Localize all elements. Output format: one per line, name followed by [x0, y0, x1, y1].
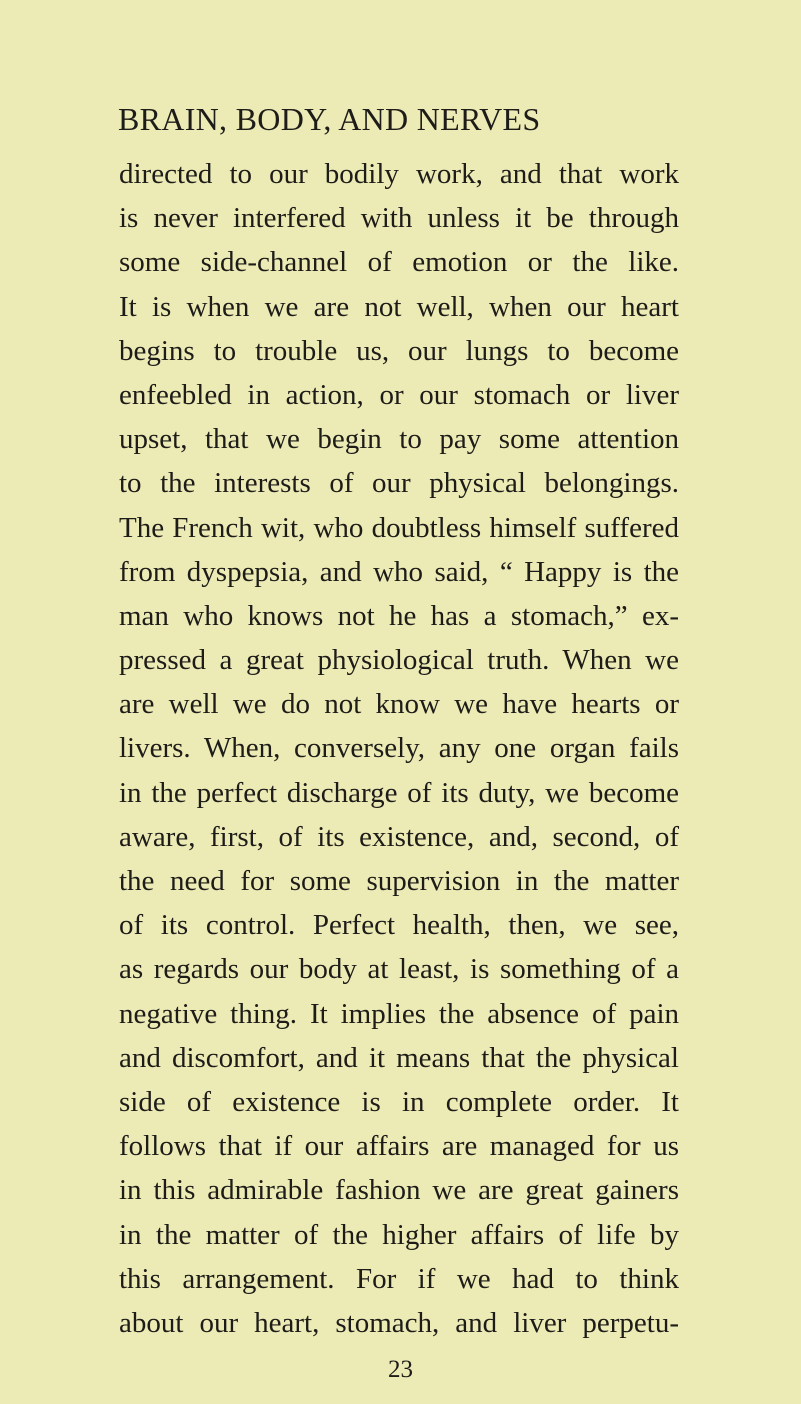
- text-line: in the matter of the higher affairs of life by: [119, 1218, 679, 1251]
- running-head: BRAIN, BODY, AND NERVES: [118, 101, 541, 137]
- text-line: follows that if our affairs are managed for us: [119, 1130, 679, 1163]
- text-line: and discomfort, and it means that the physical: [119, 1041, 679, 1074]
- text-line: pressed a great physiological truth. When we: [119, 644, 679, 677]
- text-line: enfeebled in action, or our stomach or liver: [119, 378, 679, 411]
- text-line: about our heart, stomach, and liver perpetu-: [119, 1306, 679, 1339]
- text-line: of its control. Perfect health, then, we see,: [119, 909, 679, 942]
- text-line: man who knows not he has a stomach,” ex-: [119, 599, 679, 632]
- text-line: begins to trouble us, our lungs to become: [119, 334, 679, 367]
- text-line: The French wit, who doubtless himself suffered: [119, 511, 679, 544]
- text-line: negative thing. It implies the absence of pain: [119, 997, 679, 1030]
- text-line: to the interests of our physical belongings.: [119, 467, 679, 500]
- body-text: [119, 152, 679, 1345]
- text-line: It is when we are not well, when our heart: [119, 290, 679, 323]
- text-line: the need for some supervision in the matter: [119, 865, 679, 897]
- text-line: in this admirable fashion we are great gainers: [119, 1174, 679, 1207]
- text-line: some side-channel of emotion or the like.: [119, 246, 679, 279]
- text-line: livers. When, conversely, any one organ fails: [119, 732, 679, 765]
- text-line: is never interfered with unless it be through: [119, 202, 679, 235]
- page-number: 23: [388, 1356, 413, 1383]
- text-line: this arrangement. For if we had to think: [119, 1262, 679, 1295]
- text-line: aware, first, of its existence, and, second, of: [119, 820, 679, 853]
- text-line: are well we do not know we have hearts or: [119, 688, 679, 721]
- text-line: as regards our body at least, is something of a: [119, 953, 679, 986]
- text-line: in the perfect discharge of its duty, we become: [119, 776, 679, 809]
- text-line: directed to our bodily work, and that work: [119, 158, 679, 190]
- text-line: upset, that we begin to pay some attention: [119, 423, 679, 456]
- text-line: side of existence is in complete order. It: [119, 1085, 679, 1118]
- text-line: from dyspepsia, and who said, “ Happy is the: [119, 555, 679, 588]
